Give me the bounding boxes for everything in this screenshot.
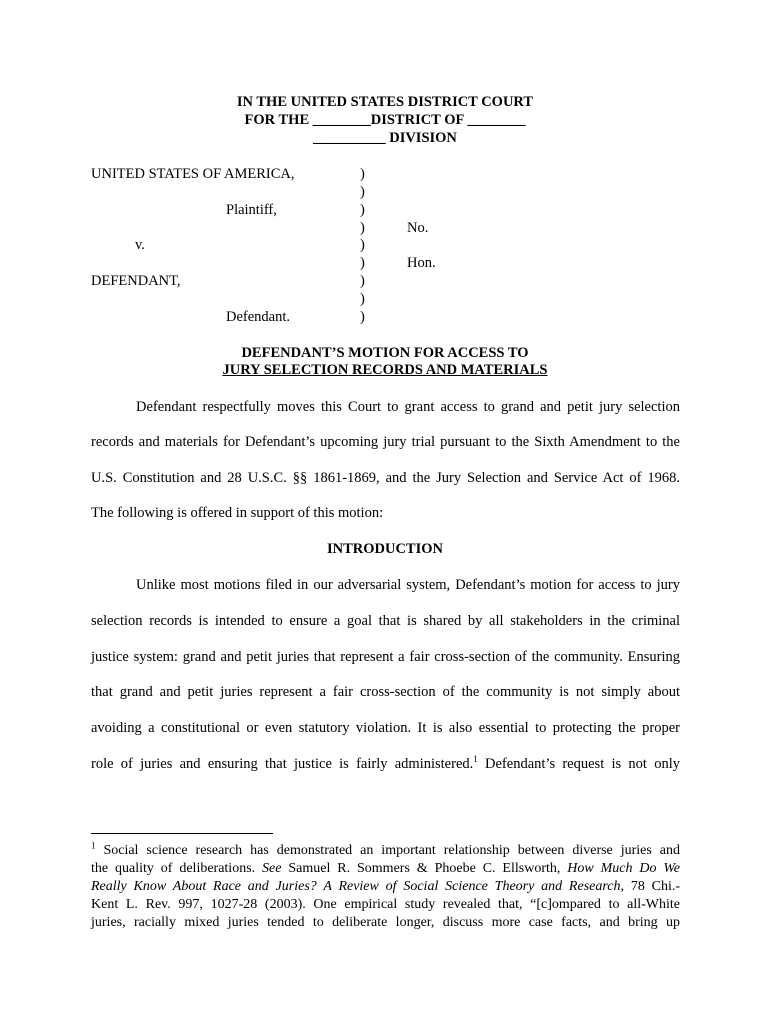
footnote-text: Samuel R. Sommers & Phoebe C. Ellsworth, [281,861,568,876]
footnote-citation-title: Really Know About Race and Juries? A Review of Social Science Theory and Research [91,879,621,894]
caption-plaintiff-name: UNITED STATES OF AMERICA, [91,166,295,182]
footnote-separator [91,833,273,834]
body-para-last-line [91,756,680,773]
body-text: role of juries and ensuring that justice is fairly administered. [91,756,474,772]
footnote-signal: See [262,861,282,876]
footnote-line [91,879,680,895]
caption-paren: ) [360,309,365,325]
caption-paren: ) [360,184,365,200]
court-header-line1: IN THE UNITED STATES DISTRICT COURT [236,94,534,110]
footnote-line [91,840,680,859]
body-para-line: Unlike most motions filed in our adversarial system, Defendant’s motion for access to jury [136,577,680,593]
court-header-line3: __________ DIVISION [313,130,457,146]
intro-para-line: Defendant respectfully moves this Court to grant access to grand and petit jury selection [136,399,680,415]
caption-paren: ) [360,255,365,271]
footnote-line [91,861,680,877]
motion-title-line2 [0,362,770,379]
body-para-line: justice system: grand and petit juries that represent a fair cross-section of the community. Ensuring [91,649,680,665]
caption-paren: ) [360,202,365,218]
court-header-line2: FOR THE ________DISTRICT OF ________ [244,112,526,128]
section-heading: INTRODUCTION [326,541,443,557]
body-para-line: selection records is intended to ensure a goal that is shared by all stakeholders in the criminal [91,613,680,629]
body-text: Defendant’s request is not only [477,756,680,772]
footnote-line: Kent L. Rev. 997, 1027-28 (2003). One empirical study revealed that, “[c]ompared to all-White [91,897,680,912]
body-para-line: avoiding a constitutional or even statutory violation. It is also essential to protecting the proper [91,720,680,736]
body-para-line: that grand and petit juries represent a fair cross-section of the community is not simply about [91,684,680,700]
motion-title-line2-text: JURY SELECTION RECORDS AND MATERIALS [222,362,548,378]
caption-case-number: No. [407,220,429,236]
footnote-text: Social science research has demonstrated an important relationship between diverse juries and [95,843,680,858]
caption-paren: ) [360,237,365,253]
motion-title-line1: DEFENDANT’S MOTION FOR ACCESS TO [241,345,529,361]
caption-paren: ) [360,220,365,236]
caption-defendant-name: DEFENDANT, [91,273,181,289]
caption-versus: v. [135,237,145,253]
intro-para-line: records and materials for Defendant’s upcoming jury trial pursuant to the Sixth Amendment to the [91,434,680,450]
footnote-text: , 78 Chi.- [620,879,680,894]
footnote-line: juries, racially mixed juries tended to deliberate longer, discuss more case facts, and bring up [91,915,680,930]
intro-para-line: U.S. Constitution and 28 U.S.C. §§ 1861-1869, and the Jury Selection and Service Act of 1968. [91,470,680,486]
footnote-reference[interactable]: 1 [473,754,478,765]
footnote-text: the quality of deliberations. [91,861,263,876]
caption-defendant-label: Defendant. [226,309,291,325]
footnote-citation-title: How Much Do We [567,861,680,876]
caption-plaintiff-label: Plaintiff, [226,202,277,218]
intro-para-line: The following is offered in support of this motion: [91,505,384,521]
caption-judge: Hon. [407,255,436,271]
caption-paren: ) [360,273,365,289]
footnote-mark: 1 [91,840,96,851]
caption-paren: ) [360,291,365,307]
caption-paren: ) [360,166,365,182]
